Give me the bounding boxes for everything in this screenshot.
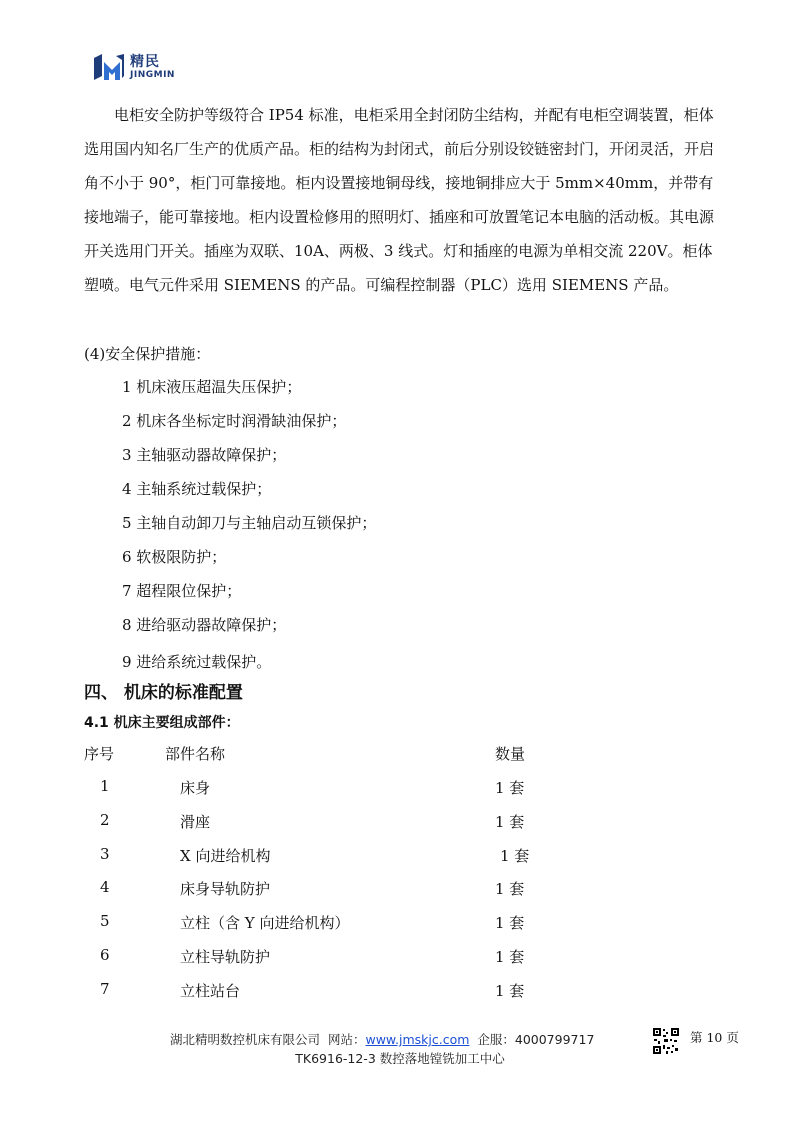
footer-product-line: TK6916-12-3 数控落地镗铣加工中心: [295, 1051, 505, 1066]
table-header-index: 序号: [84, 745, 115, 763]
table-cell-index: 6: [100, 946, 110, 964]
table-cell-name: 滑座: [180, 813, 211, 831]
intro-paragraph-text: 电柜安全防护等级符合 IP54 标准，电柜采用全封闭防尘结构，并配有电柜空调装置，柜体选用国内知名厂生产的优质产品。柜的结构为封闭式，前后分别设铰链密封门，开闭灵活，开启角不小于 90°，柜门可靠接地。柜内设置接地铜母线，接地铜排应大于 5mm×40mm，并带有接地端子，能可靠接地。柜内设置检修用的照明灯、插座和可放置笔记本电脑的活动板。其电源开关选用门开关。插座为双联、10A、两极、3 线式。灯和插座的电源为单相交流 220V。柜体塑喷。电气元件采用 SIEMENS 的产品。可编程控制器（PLC）选用 SIEMENS 产品。: [84, 106, 715, 294]
table-cell-name: 床身导轨防护: [180, 880, 271, 898]
table-cell-index: 4: [100, 878, 110, 896]
safety-item: 7 超程限位保护；: [122, 582, 242, 600]
table-cell-name: X 向进给机构: [180, 847, 271, 865]
safety-item: 5 主轴自动卸刀与主轴启动互锁保护；: [122, 514, 377, 532]
table-cell-name: 立柱导轨防护: [180, 948, 271, 966]
footer-service-phone: 4000799717: [514, 1032, 595, 1047]
table-cell-qty: 1 套: [495, 948, 525, 966]
page-number: 第 10 页: [690, 1030, 739, 1045]
company-logo: [92, 50, 175, 84]
table-cell-qty: 1 套: [495, 779, 525, 797]
jingmin-logo-icon: [92, 52, 126, 82]
footer-site-label: 网站：: [327, 1032, 366, 1047]
intro-paragraph: [84, 98, 720, 302]
table-header-qty: 数量: [495, 745, 526, 763]
table-cell-index: 2: [100, 811, 110, 829]
table-cell-name: 床身: [180, 779, 211, 797]
section-title: 四、 机床的标准配置: [84, 683, 243, 703]
footer-company-line: [170, 1030, 594, 1048]
footer-service-label: 企服：: [477, 1032, 515, 1047]
safety-item: 4 主轴系统过载保护；: [122, 480, 272, 498]
safety-item: 2 机床各坐标定时润滑缺油保护；: [122, 412, 347, 430]
safety-item: 8 进给驱动器故障保护；: [122, 616, 287, 634]
table-cell-name: 立柱（含 Y 向进给机构）: [180, 914, 350, 932]
table-cell-index: 7: [100, 980, 110, 998]
table-header-name: 部件名称: [165, 745, 226, 763]
table-cell-qty: 1 套: [500, 847, 530, 865]
table-cell-qty: 1 套: [495, 914, 525, 932]
footer-site-link[interactable]: www.jmskjc.com: [365, 1032, 470, 1047]
safety-heading: (4)安全保护措施：: [84, 345, 211, 363]
footer-company: 湖北精明数控机床有限公司: [170, 1032, 321, 1047]
table-cell-qty: 1 套: [495, 880, 525, 898]
safety-item: 3 主轴驱动器故障保护；: [122, 446, 287, 464]
table-cell-name: 立柱站台: [180, 982, 241, 1000]
logo-text-en: JINGMIN: [130, 69, 175, 80]
table-cell-qty: 1 套: [495, 813, 525, 831]
safety-item: 1 机床液压超温失压保护；: [122, 378, 302, 396]
table-cell-index: 5: [100, 912, 110, 930]
section-subtitle: 4.1 机床主要组成部件：: [84, 715, 240, 731]
safety-item: 9 进给系统过载保护。: [122, 653, 272, 671]
table-cell-qty: 1 套: [495, 982, 525, 1000]
safety-item: 6 软极限防护；: [122, 548, 227, 566]
table-cell-index: 1: [100, 777, 110, 795]
logo-text-cn: 精民: [130, 53, 160, 70]
table-cell-index: 3: [100, 845, 110, 863]
